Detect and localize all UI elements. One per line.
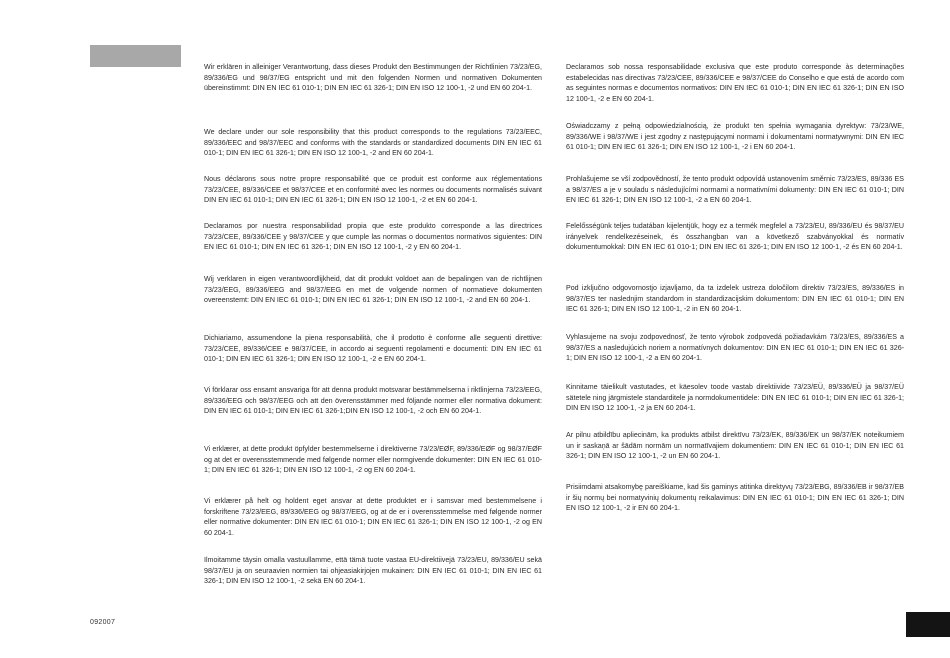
gray-tab-marker [90,45,181,67]
declaration-pt: Declaramos sob nossa responsabilidade exclusiva que este produto corresponde às determinações estabelecidas nas directivas 73/23/CEE, 89/336/CEE e 98/37/CEE do Conselho e que está de acordo com as seguintes normas e documentos normativos: DIN EN IEC 61 010-1; DIN EN IEC 61 326-1; DIN EN ISO 12 100-1, -2 e EN 60 204-1. [566,63,904,103]
declaration-lv: Ar pilnu atbildību apliecinām, ka produkts atbilst direktīvu 73/23/EK, 89/336/EK un 98/37/EK noteikumiem un ir saskaņā ar šādām normām un normatīvajiem dokumentiem: DIN EN IEC 61 010-1; DIN EN IEC 61 326-1; DIN EN ISO 12 100-1, -2 un EN 60 204-1. [566,431,904,461]
declaration-sl: Pod izključno odgovornostjo izjavljamo, da ta izdelek ustreza določilom direktiv 73/23/ES, 89/336/ES in 98/37/ES ter naslednjim standardom in standardizacijskim dokumentom: DIN EN IEC 61 010-1; DIN EN IEC 61 326-1; DIN EN ISO 12 100-1, -2 in EN 60 204-1. [566,284,904,314]
declaration-et: Kinnitame täielikult vastutades, et käesolev toode vastab direktiivide 73/23/EÜ, 89/336/EÜ ja 98/37/EÜ sätetele ning järgmistele standarditele ja normdokumentidele: DIN EN IEC 61 010-1; DIN EN IEC 61 326-1; DIN EN ISO 12 100-1, -2 ja EN 60 204-1. [566,383,904,413]
declaration-no: Vi erklærer på helt og holdent eget ansvar at dette produktet er i samsvar med bestemmelsene i forskriftene 73/23/EEG, 89/336/EEG og 98/37/EEG, og at de er i overensstemmelse med følgende normer eller normative dokumenter: DIN EN IEC 61 010-1; DIN EN IEC 61 326-1; DIN EN ISO 12 100-1, -2 og EN 60 204-1. [204,497,542,537]
declaration-cs: Prohlašujeme se vší zodpovědností, že tento produkt odpovídá ustanovením směrnic 73/23/ES, 89/336 ES a 98/37/ES a je v souladu s následujícími normami a normativními dokumenty: DIN EN IEC 61 010-1; DIN EN IEC 61 326-1; DIN EN ISO 12 100-1, -2 a EN 60 204-1. [566,175,904,205]
declaration-es: Declaramos por nuestra responsabilidad propia que este produkto corresponde a las directrices 73/23/CEE, 89/336/CEE y 98/37/CEE y que cumple las normas o documentos normativos siguientes: DIN EN IEC 61 010-1; DIN EN IEC 61 326-1; DIN EN ISO 12 100-1, -2 y EN 60 204-1. [204,222,542,252]
declaration-sk: Vyhlasujeme na svoju zodpovednosť, že tento výrobok zodpovedá požiadavkám 73/23/ES, 89/336/ES a 98/37/ES a nasledujúcich noriem a normatívnych dokumentov: DIN EN IEC 61 010-1; DIN EN IEC 61 326-1; DIN EN ISO 12 100-1, -2 a EN 60 204-1. [566,333,904,363]
black-corner-block [906,612,950,637]
declaration-fr: Nous déclarons sous notre propre responsabilité que ce produit est conforme aux réglementations 73/23/CEE, 89/336/CEE et 98/37/CEE et en conformité avec les normes ou documents normalisés suivant DIN EN IEC 61 010-1; DIN EN IEC 61 326-1; DIN EN ISO 12 100-1, -2 et EN 60 204-1. [204,175,542,205]
document-code: 092007 [90,619,116,626]
declaration-pl: Oświadczamy z pełną odpowiedzialnością, że produkt ten spełnia wymagania dyrektyw: 73/23/WE, 89/336/WE i 98/37/WE i jest zgodny z następującymi normami i dokumentami normatywnymi: DIN EN IEC 61 010-1; DIN EN IEC 61 326-1; DIN EN ISO 12 100-1, -2 i EN 60 204-1. [566,122,904,152]
declaration-da: Vi erklærer, at dette produkt öpfylder bestemmelserne i direktiverne 73/23/EØF, 89/336/EØF og 98/37/EØF og at det er overensstemmende med følgende normer eller normgivende dokumenter: DIN EN IEC 61 010-1; DIN EN IEC 61 326-1; DIN EN ISO 12 100-1, -2 og EN 60 204-1. [204,445,542,475]
declaration-hu: Felelősségünk teljes tudatában kijelentjük, hogy ez a termék megfelel a 73/23/EU, 89/336/EU és 98/37/EU irányelvek rendelkezéseinek, és összhangban van a következő szabványokkal és normatív dokumentumokkal: DIN EN IEC 61 010-1; DIN EN IEC 61 326-1; DIN EN ISO 12 100-1, -2 és EN 60 204-1. [566,222,904,252]
declaration-en: We declare under our sole responsibility that this product corresponds to the regulations 73/23/EEC, 89/336/EEC and 98/37/EEC and conforms with the standards or standardized documents DIN EN IEC 61 010-1; DIN EN IEC 61 326-1; DIN EN ISO 12 100-1, -2 and EN 60 204-1. [204,128,542,158]
declaration-it: Dichiariamo, assumendone la piena responsabilità, che il prodotto è conforme alle seguenti direttive: 73/23/CEE, 89/336/CEE e 98/37/CEE, in accordo ai seguenti regolamenti e documenti: DIN EN IEC 61 010-1; DIN EN IEC 61 326-1; DIN EN ISO 12 100-1, -2 e EN 60 204-1. [204,334,542,364]
declaration-lt: Prisiimdami atsakomybę pareiškiame, kad šis gaminys atitinka direktyvų 73/23/EBG, 89/336/EB ir 98/37/EB ir šių normų bei normatyvinių dokumentų reikalavimus: DIN EN IEC 61 010-1; DIN EN IEC 61 326-1; DIN EN ISO 12 100-1, -2 ir EN 60 204-1. [566,483,904,513]
declaration-sv: Vi förklarar oss ensamt ansvariga för att denna produkt motsvarar bestämmelserna i riktlinjerna 73/23/EEG, 89/336/EEG och 98/37/EEG och att den överensstämmer med följande normer eller normativa dokument: DIN EN IEC 61 010-1; DIN EN IEC 61 326-1;DIN EN ISO 12 100-1, -2 och EN 60 204-1. [204,386,542,416]
declaration-fi: Ilmoitamme täysin omalla vastuullamme, että tämä tuote vastaa EU-direktiivejä 73/23/EU, 89/336/EU sekä 98/37/EU ja on seuraavien normien tai ohjeasiakirjojen mukainen: DIN EN IEC 61 010-1; DIN EN IEC 61 326-1; DIN EN ISO 12 100-1, -2 sekä EN 60 204-1. [204,556,542,586]
declaration-nl: Wij verklaren in eigen verantwoordlijkheid, dat dit produkt voldoet aan de bepalingen van de richtlijnen 73/23/EEG, 89/336/EEG and 98/37/EEG en met de volgende normen of normatieve dokumenten overeenstemt: DIN EN IEC 61 010-1; DIN EN IEC 61 326-1; DIN EN ISO 12 100-1, -2 and EN 60 204-1. [204,275,542,305]
declaration-de: Wir erklären in alleiniger Verantwortung, dass dieses Produkt den Bestimmungen der Richtlinien 73/23/EG, 89/336/EG und 98/37/EG entspricht und mit den folgenden Normen und normativen Dokumenten übereinstimmt: DIN EN IEC 61 010-1; DIN EN IEC 61 326-1; DIN EN ISO 12 100-1, -2 und EN 60 204-1. [204,63,542,93]
